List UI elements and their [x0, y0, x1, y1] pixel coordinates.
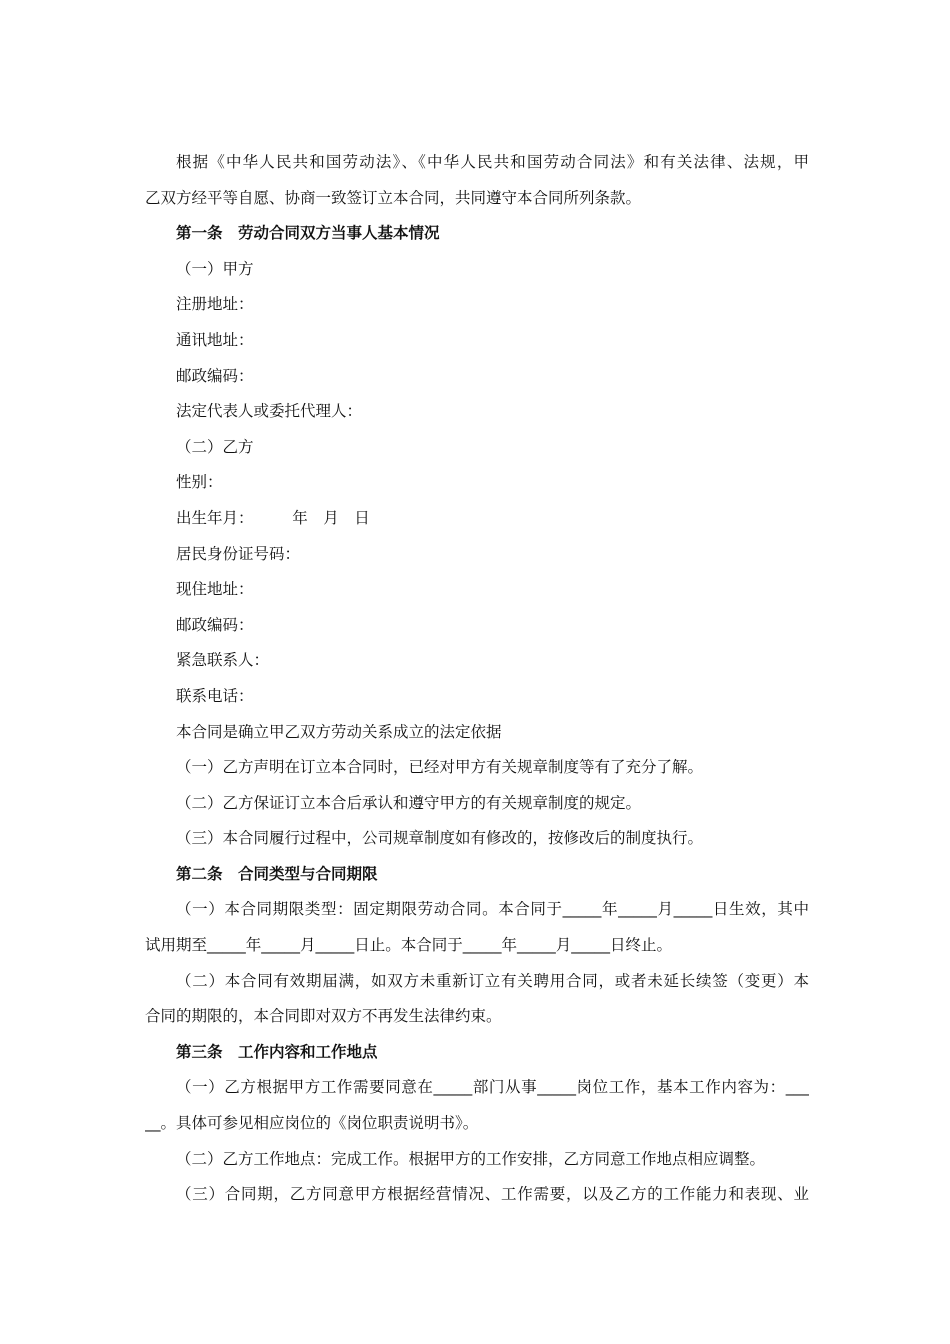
party-b-label: （二）乙方	[176, 437, 254, 456]
birth-date-field: 出生年月： 年 月 日	[176, 508, 370, 527]
article-2-clause-1	[145, 892, 809, 963]
basis-clause-3: （三）本合同履行过程中，公司规章制度如有修改的，按修改后的制度执行。	[176, 829, 704, 848]
article-3-clause-3-line-1: （三）合同期，乙方同意甲方根据经营情况、工作需要，以及乙方的工作能力和表现、业	[176, 1185, 809, 1204]
id-number-field: 居民身份证号码：	[176, 544, 301, 563]
article-2-clause-2	[145, 964, 809, 1035]
legal-representative-field: 法定代表人或委托代理人：	[176, 402, 363, 421]
article-3-clause-2: （二）乙方工作地点：完成工作。根据甲方的工作安排，乙方同意工作地点相应调整。	[176, 1149, 766, 1168]
document-body	[145, 145, 809, 1213]
gender-field: 性别：	[176, 473, 223, 492]
party-a-label: （一）甲方	[176, 259, 254, 278]
article-2-clause-2-line-2: 合同的期限的，本合同即对双方不再发生法律约束。	[145, 1007, 502, 1026]
intro-line-2: 乙双方经平等自愿、协商一致签订立本合同，共同遵守本合同所列条款。	[145, 188, 642, 207]
basis-clause-2: （二）乙方保证订立本合后承认和遵守甲方的有关规章制度的规定。	[176, 793, 642, 812]
phone-field: 联系电话：	[176, 686, 254, 705]
postcode-b-field: 邮政编码：	[176, 615, 254, 634]
emergency-contact-field: 紧急联系人：	[176, 651, 270, 670]
article-3-clause-3	[145, 1177, 809, 1213]
article-3-clause-1	[145, 1070, 809, 1141]
intro-paragraph	[145, 145, 809, 216]
current-address-field: 现住地址：	[176, 580, 254, 599]
article-3-heading: 第三条 工作内容和工作地点	[176, 1042, 378, 1061]
article-2-clause-1-line-1: （一）本合同期限类型：固定期限劳动合同。本合同于_____年_____月_____日生效，其中	[176, 900, 809, 919]
basis-clause-1: （一）乙方声明在订立本合同时，已经对甲方有关规章制度等有了充分了解。	[176, 758, 704, 777]
article-3-clause-1-line-2: __。具体可参见相应岗位的《岗位职责说明书》。	[145, 1114, 479, 1133]
legal-basis-statement: 本合同是确立甲乙双方劳动关系成立的法定依据	[176, 722, 502, 741]
article-2-clause-2-line-1: （二）本合同有效期届满，如双方未重新订立有关聘用合同，或者未延长续签（变更）本	[176, 971, 809, 990]
article-1-heading: 第一条 劳动合同双方当事人基本情况	[176, 224, 440, 243]
article-3-clause-1-line-1: （一）乙方根据甲方工作需要同意在_____部门从事_____岗位工作，基本工作内容为：___	[176, 1078, 809, 1097]
article-2-clause-1-line-2: 试用期至_____年_____月_____日止。本合同于_____年_____月_____日终止。	[145, 936, 673, 955]
postcode-a-field: 邮政编码：	[176, 366, 254, 385]
article-2-heading: 第二条 合同类型与合同期限	[176, 864, 378, 883]
registered-address-field: 注册地址：	[176, 295, 254, 314]
mailing-address-field: 通讯地址：	[176, 330, 254, 349]
intro-line-1: 根据《中华人民共和国劳动法》、《中华人民共和国劳动合同法》和有关法律、法规，甲	[176, 153, 809, 171]
